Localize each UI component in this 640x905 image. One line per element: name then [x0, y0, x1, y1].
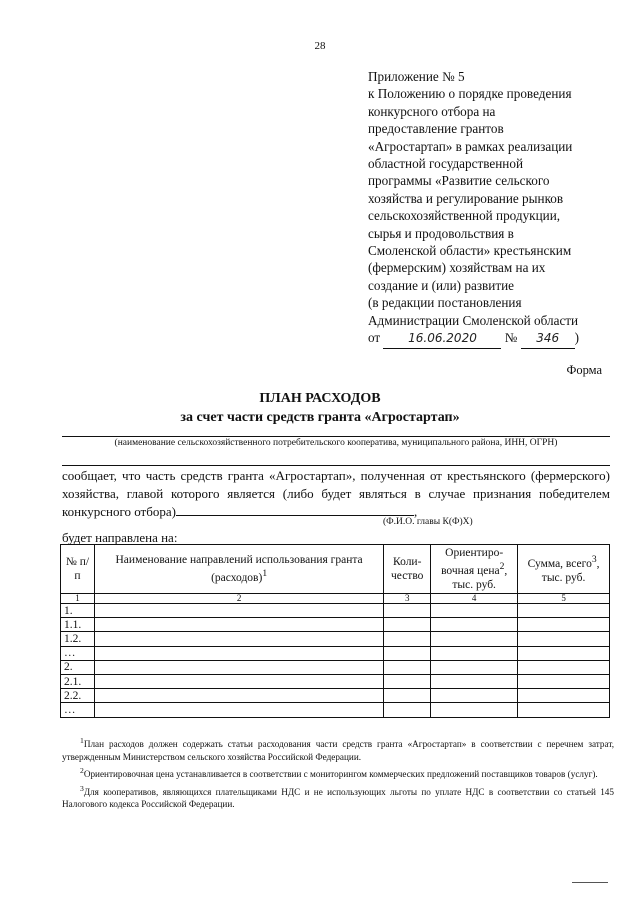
cell-sum[interactable] — [518, 646, 610, 660]
number-label: № — [504, 330, 518, 346]
table-row — [61, 689, 610, 703]
statement-end: , — [413, 504, 418, 519]
document-title — [0, 389, 640, 427]
cell-sum[interactable] — [518, 618, 610, 632]
head-name-caption: (Ф.И.О. главы К(Ф)Х) — [383, 517, 473, 527]
cell-quantity[interactable] — [384, 646, 431, 660]
cell-price[interactable] — [431, 632, 518, 646]
lead-text: будет направлена на: — [62, 530, 178, 545]
cell-price[interactable] — [431, 660, 518, 674]
row-label: … — [61, 703, 95, 717]
row-label: 2. — [61, 660, 95, 674]
appendix-line: создание и (или) развитие — [368, 277, 514, 293]
table-row — [61, 646, 610, 660]
title-line-2: за счет части средств гранта «Агростартап» — [180, 410, 460, 425]
cell-price[interactable] — [431, 674, 518, 688]
cell-sum[interactable] — [518, 632, 610, 646]
column-number: 1 — [61, 594, 95, 604]
appendix-line: к Положению о порядке проведения — [368, 86, 572, 102]
footnote: $^3$Для кооперативов, являющихся плательщиками НДС и не использующих льготы по уплате НДС в соответствии со статьей 145 Налогового кодекса Российской Федерации. — [62, 783, 614, 810]
row-label: 2.1. — [61, 674, 95, 688]
appendix-line: сырья и продовольствия в — [368, 225, 514, 241]
cell-name[interactable] — [94, 646, 383, 660]
table-row — [61, 674, 610, 688]
appendix-title: Приложение № 5 — [368, 69, 465, 84]
col-header-quantity: Коли-чество — [384, 545, 431, 594]
appendix-line: (фермерским) хозяйствам на их — [368, 260, 546, 276]
cell-sum[interactable] — [518, 674, 610, 688]
appendix-line: программы «Развитие сельского — [368, 173, 550, 189]
row-label: 1. — [61, 604, 95, 618]
from-label: от — [368, 330, 381, 346]
table-row — [61, 632, 610, 646]
appendix-line: «Агростартап» в рамках реализации — [368, 138, 573, 154]
cell-price[interactable] — [431, 689, 518, 703]
row-label: 1.2. — [61, 632, 95, 646]
appendix-line: предоставление грантов — [368, 121, 504, 137]
cell-name[interactable] — [94, 660, 383, 674]
cell-price[interactable] — [431, 703, 518, 717]
form-label: Форма — [566, 363, 602, 377]
column-number: 5 — [518, 594, 610, 604]
head-name-line — [176, 503, 414, 516]
col-header-name: Наименование направлений использования гранта (расходов)$^1$ — [94, 545, 383, 594]
title-line-1: ПЛАН РАСХОДОВ — [259, 391, 381, 406]
statement-text: сообщает, что часть средств гранта «Агростартап», полученная от крестьянского (фермерского) хозяйства, главой которого является (либо будет являться в случае признания победителем конкурсного отбора) — [62, 468, 610, 519]
coop-name-caption: (наименование сельскохозяйственного потребительского кооператива, муниципального района, ИНН, ОГРН) — [114, 438, 558, 448]
row-label: 2.2. — [61, 689, 95, 703]
cell-name[interactable] — [94, 618, 383, 632]
closing-paren: ) — [574, 330, 580, 346]
appendix-line: конкурсного отбора на — [368, 103, 496, 119]
cell-sum[interactable] — [518, 604, 610, 618]
table-header-row — [61, 545, 610, 594]
cell-name[interactable] — [94, 632, 383, 646]
cell-name[interactable] — [94, 604, 383, 618]
decree-number: 346 — [521, 330, 575, 348]
cell-price[interactable] — [431, 604, 518, 618]
decree-date: 16.06.2020 — [383, 330, 501, 348]
col-header-price: Ориентиро-вочная цена$^2$, тыс. руб. — [431, 545, 518, 594]
coop-name-line — [62, 436, 610, 437]
cell-sum[interactable] — [518, 689, 610, 703]
table-row — [61, 660, 610, 674]
row-label: … — [61, 646, 95, 660]
statement-paragraph — [62, 467, 610, 521]
cell-quantity[interactable] — [384, 604, 431, 618]
page-number: 28 — [314, 40, 326, 52]
table-row — [61, 604, 610, 618]
cell-sum[interactable] — [518, 660, 610, 674]
cell-name[interactable] — [94, 703, 383, 717]
footnotes — [62, 735, 614, 813]
col-header-sum: Сумма, всего$^3$, тыс. руб. — [518, 545, 610, 594]
cell-name[interactable] — [94, 674, 383, 688]
cell-quantity[interactable] — [384, 703, 431, 717]
appendix-line: Смоленской области» крестьянским — [368, 243, 572, 259]
cell-name[interactable] — [94, 689, 383, 703]
column-number-row — [61, 594, 610, 604]
cell-price[interactable] — [431, 646, 518, 660]
footnote: $^1$План расходов должен содержать статьи расходования части средств гранта «Агростартап» в соответствии с перечнем затрат, утвержденным Министерством сельского хозяйства Российской Федерации. — [62, 736, 614, 762]
edition-line: (в редакции постановления — [368, 295, 522, 311]
coop-name-line-2 — [62, 465, 610, 466]
column-number: 4 — [431, 594, 518, 604]
table-row — [61, 703, 610, 717]
appendix-line: областной государственной — [368, 156, 524, 172]
corner-mark — [572, 882, 608, 883]
col-header-number: № п/п — [61, 545, 95, 594]
footnote: $^2$Ориентировочная цена устанавливается в соответствии с мониторингом коммерческих предложений поставщиков товаров (услуг). — [80, 766, 598, 780]
decree-date-line — [368, 329, 610, 348]
appendix-block — [368, 68, 610, 349]
expense-plan-table — [60, 544, 610, 718]
row-label: 1.1. — [61, 618, 95, 632]
cell-price[interactable] — [431, 618, 518, 632]
cell-quantity[interactable] — [384, 660, 431, 674]
cell-quantity[interactable] — [384, 632, 431, 646]
edition-line: Администрации Смоленской области — [368, 312, 579, 328]
appendix-line: хозяйства и регулирование рынков — [368, 190, 564, 206]
cell-sum[interactable] — [518, 703, 610, 717]
cell-quantity[interactable] — [384, 689, 431, 703]
column-number: 2 — [94, 594, 383, 604]
appendix-line: сельскохозяйственной продукции, — [368, 208, 561, 224]
column-number: 3 — [384, 594, 431, 604]
table-row — [61, 618, 610, 632]
cell-quantity[interactable] — [384, 618, 431, 632]
cell-quantity[interactable] — [384, 674, 431, 688]
